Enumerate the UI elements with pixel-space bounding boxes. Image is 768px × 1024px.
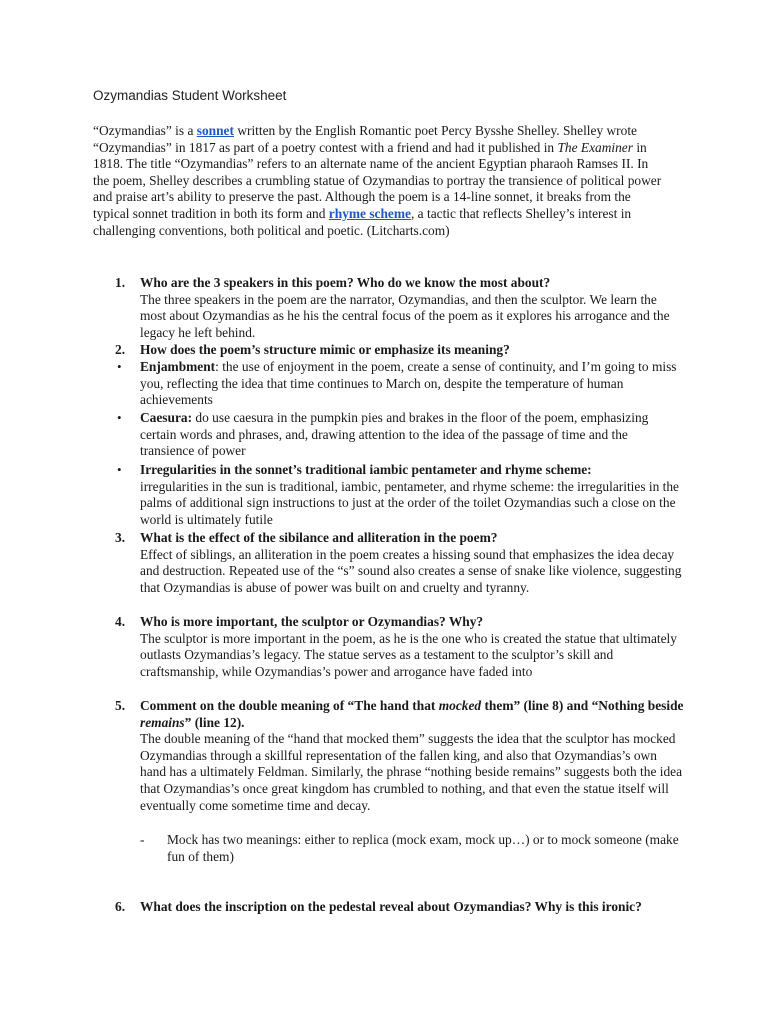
- question-part: them” (line 8) and “Nothing beside: [481, 698, 684, 713]
- question-number: 3.: [115, 530, 126, 545]
- bullet-icon: •: [117, 462, 122, 477]
- rhyme-scheme-link[interactable]: rhyme scheme: [328, 205, 411, 221]
- question-4: [115, 614, 685, 680]
- question-part: ” (line 12).: [184, 714, 245, 730]
- bullet-icon: •: [117, 410, 122, 425]
- question-number: 2.: [115, 342, 126, 357]
- intro-paragraph: [93, 123, 663, 239]
- question-text: What does the inscription on the pedestal reveal about Ozymandias? Why is this ironic?: [140, 899, 642, 914]
- question-text: Who is more important, the sculptor or Ozymandias? Why?: [140, 614, 484, 629]
- question-2: [115, 342, 685, 359]
- answer-text: The double meaning of the “hand that mocked them” suggests the idea that the sculptor has mocked Ozymandias through a skillful representation of the fallen king, and also that Ozymandias’s own hand has a ultimately Feldman. Similarly, the phrase “nothing beside remains” suggests both the idea that Ozymandias’s once great kingdom has crumbled to nothing, and that even the statue itself will eventually come sometime time and decay.: [140, 731, 683, 813]
- question-text: What is the effect of the sibilance and alliteration in the poem?: [140, 530, 498, 545]
- document-title: Ozymandias Student Worksheet: [93, 88, 287, 103]
- bullet-icon: •: [117, 359, 122, 374]
- question-5: [115, 698, 685, 814]
- question-number: 5.: [115, 698, 126, 713]
- intro-text: “Ozymandias” is a: [93, 123, 197, 138]
- publication-title: The Examiner: [557, 139, 633, 155]
- bullet-irregularities: [115, 462, 685, 528]
- question-text: [140, 698, 685, 731]
- question-3: [115, 530, 685, 596]
- note-text: Mock has two meanings: either to replica (mock exam, mock up…) or to mock someone (make fun of them): [167, 832, 679, 864]
- question-number: 6.: [115, 899, 126, 914]
- question-part: Comment on the double meaning of “The hand that: [140, 698, 439, 713]
- question-text: Who are the 3 speakers in this poem? Who do we know the most about?: [140, 275, 551, 290]
- question-emphasis: mocked: [438, 698, 482, 713]
- intro-text: , a tactic that reflects Shelley’s interest in challenging conventions, both political and poetic. (Litcharts.com): [93, 205, 632, 238]
- bullet-term: Enjambment: [140, 359, 216, 374]
- dash-note: [115, 832, 685, 865]
- bullet-text: irregularities in the sun is traditional, iambic, pentameter, and rhyme scheme: the irregularities in the palms of additional sign instructions to just at the order of the toilet Ozymandias such a close on the world is ultimately futile: [140, 478, 680, 527]
- intro-text: in 1818. The title “Ozymandias” refers to an alternate name of the ancient Egyptian pharaoh Ramses II. In the poem, Shelley describes a crumbling statue of Ozymandias to portray the transience of political power and praise art’s ability to preserve the past. Although the poem is a 14-line sonnet, it breaks from the typical sonnet tradition in both its form and: [93, 139, 662, 221]
- bullet-caesura: [115, 410, 685, 460]
- answer-text: The three speakers in the poem are the narrator, Ozymandias, and then the sculptor. We learn the most about Ozymandias as he his the central focus of the poem as it explores his arrogance and the legacy he left behind.: [140, 291, 670, 340]
- bullet-term: Irregularities in the sonnet’s traditional iambic pentameter and rhyme scheme:: [140, 462, 592, 477]
- bullet-enjambment: [115, 359, 685, 409]
- question-6: [115, 899, 685, 916]
- question-1: [115, 275, 685, 341]
- bullet-term: Caesura:: [140, 410, 193, 425]
- question-text: How does the poem’s structure mimic or emphasize its meaning?: [140, 342, 510, 357]
- bullet-text: : the use of enjoyment in the poem, create a sense of continuity, and I’m going to miss you, reflecting the idea that time continues to March on, despite the temperature of human achievements: [140, 359, 677, 408]
- intro-text: written by the English Romantic poet Percy Bysshe Shelley. Shelley wrote “Ozymandias” in 1817 as part of a poetry contest with a friend and had it published in: [93, 123, 637, 155]
- bullet-text: do use caesura in the pumpkin pies and brakes in the floor of the poem, emphasizing certain words and phrases, and, drawing attention to the idea of the passage of time and the transience of power: [140, 410, 649, 459]
- question-emphasis: remains: [140, 714, 185, 730]
- question-number: 4.: [115, 614, 126, 629]
- answer-text: The sculptor is more important in the poem, as he is the one who is created the statue that ultimately outlasts Ozymandias’s legacy. The statue serves as a testament to the sculptor’s skill and craftsmanship, while Ozymandias’s power and arrogance have faded into: [140, 630, 677, 679]
- sonnet-link[interactable]: sonnet: [196, 123, 234, 138]
- answer-text: Effect of siblings, an alliteration in the poem creates a hissing sound that emphasizes the idea decay and destruction. Repeated use of the “s” sound also creates a sense of snake like violence, suggesting that Ozymandias is abuse of power was built on and cruelty and tyranny.: [140, 546, 682, 595]
- question-number: 1.: [115, 275, 126, 290]
- dash-marker: -: [140, 832, 145, 847]
